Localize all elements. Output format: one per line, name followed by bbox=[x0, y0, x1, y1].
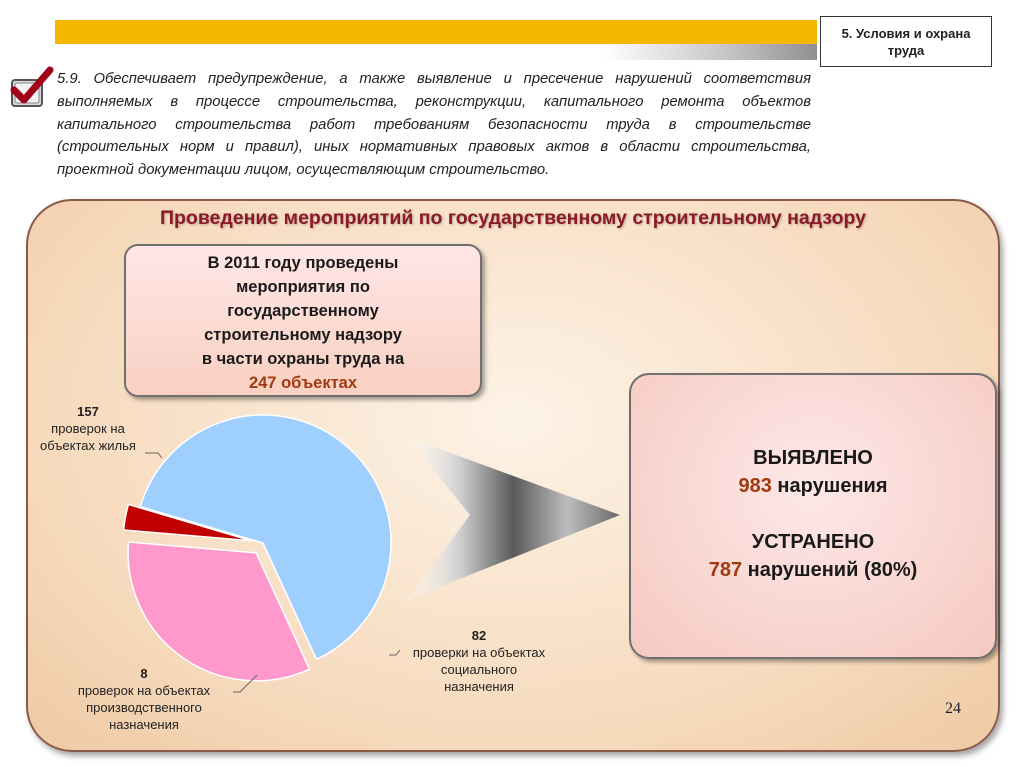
pie-value-industrial: 8 bbox=[140, 666, 148, 681]
detected-line bbox=[631, 472, 995, 500]
detected-label: ВЫЯВЛЕНО bbox=[753, 447, 873, 469]
info-highlight: 247 объектах bbox=[248, 374, 358, 392]
pie-text-industrial-3: назначения bbox=[109, 717, 179, 732]
info-line-5: в части охраны труда на bbox=[201, 350, 405, 368]
pie-value-housing: 157 bbox=[77, 404, 99, 419]
detected-unit: нарушения bbox=[777, 475, 888, 497]
detected-value: 983 bbox=[738, 475, 772, 497]
info-line-1: В 2011 году проведены bbox=[207, 254, 399, 272]
section-label: 5. Условия и охрана труда bbox=[820, 16, 992, 67]
pie-text-industrial-1: проверок на объектах bbox=[77, 683, 211, 698]
fixed-unit: нарушений (80%) bbox=[747, 559, 918, 581]
info-line-2: мероприятия по bbox=[236, 278, 370, 296]
pie-label-housing bbox=[18, 403, 158, 454]
page-number: 24 bbox=[945, 700, 961, 717]
info-line-4: строительному надзору bbox=[204, 326, 402, 344]
info-line-3: государственному bbox=[227, 302, 379, 320]
fixed-value: 787 bbox=[708, 559, 743, 581]
pie-text-social-3: назначения bbox=[444, 679, 514, 694]
pie-text-social-2: социального bbox=[440, 662, 518, 677]
pie-text-industrial-2: производственного bbox=[86, 700, 202, 715]
result-box bbox=[629, 373, 997, 659]
pie-label-social bbox=[393, 627, 565, 695]
pie-label-industrial bbox=[56, 665, 232, 733]
arrow-shape bbox=[407, 437, 620, 600]
fixed-label: УСТРАНЕНО bbox=[751, 531, 875, 553]
pie-value-social: 82 bbox=[471, 628, 487, 643]
pie-text-housing-1: проверок на bbox=[51, 421, 125, 436]
pie-text-housing-2: объектах жилья bbox=[40, 438, 136, 453]
fixed-line bbox=[631, 556, 995, 584]
paragraph-text: 5.9. Обеспечивает предупреждение, а также выявление и пресечение нарушений соответствия выполняемых в процессе строительства, реконструкции, капитального ремонта объектов капитального строительства работ требованиям безопасности труда в строительстве (строительных норм и правил), иных нормативных правовых актов в области строительства, проектной документации лицом, осуществляющим строительство. bbox=[57, 71, 811, 179]
pie-text-social-1: проверки на объектах bbox=[412, 645, 546, 660]
panel-title: Проведение мероприятий по государственному строительному надзору bbox=[159, 207, 867, 229]
